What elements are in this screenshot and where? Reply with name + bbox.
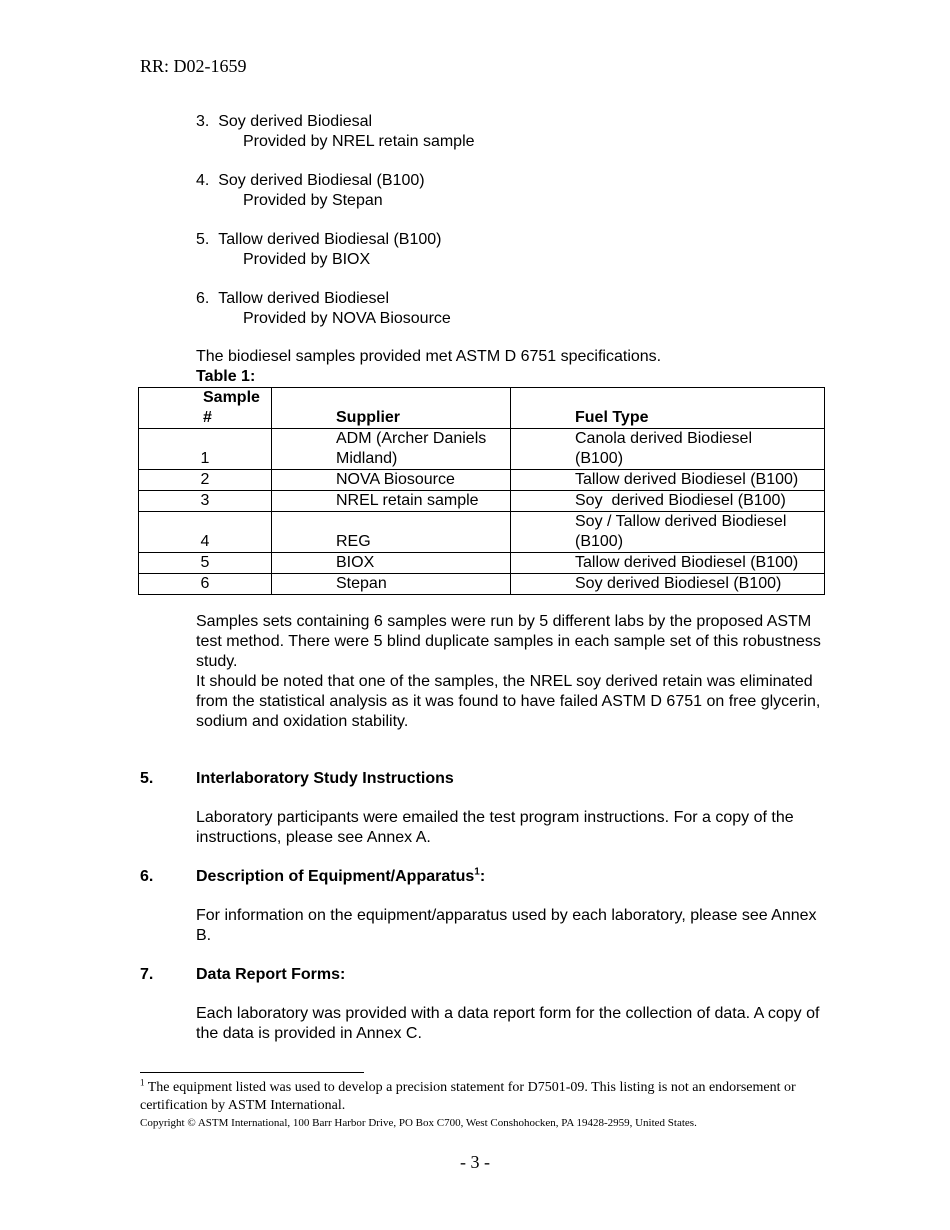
table-row: [139, 429, 825, 470]
cell-fuel-type: Soy / Tallow derived Biodiesel (B100): [511, 512, 825, 553]
table-row: [139, 491, 825, 512]
cell-sample: 5: [139, 553, 272, 574]
header-supplier: Supplier: [272, 388, 511, 429]
cell-fuel-type: Soy derived Biodiesel (B100): [511, 574, 825, 595]
samples-table: [138, 387, 825, 595]
header-fuel-type: Fuel Type: [511, 388, 825, 429]
list-number: 5.: [196, 231, 210, 248]
list-title: Soy derived Biodiesal (B100): [218, 172, 425, 189]
table-row: [139, 574, 825, 595]
specifications-text: The biodiesel samples provided met ASTM D 6751 specifications.: [196, 348, 662, 365]
cell-supplier: NREL retain sample: [272, 491, 511, 512]
header-sample: Sample #: [139, 388, 272, 429]
cell-supplier: BIOX: [272, 553, 511, 574]
table-row: [139, 512, 825, 553]
list-number: 4.: [196, 172, 210, 189]
copyright-notice: Copyright © ASTM International, 100 Barr Harbor Drive, PO Box C700, West Conshohocken, PA 19428-2959, United States.: [140, 1117, 697, 1129]
section-title: Data Report Forms:: [196, 966, 346, 983]
table-row: [139, 553, 825, 574]
cell-sample: 4: [139, 512, 272, 553]
footnote-marker: 1: [140, 1077, 145, 1088]
cell-supplier: REG: [272, 512, 511, 553]
footnote-text: The equipment listed was used to develop a precision statement for D7501-09. This listing is not an endorsement or certification by ASTM International.: [140, 1080, 796, 1113]
list-title: Tallow derived Biodiesal (B100): [218, 231, 442, 248]
list-title: Soy derived Biodiesal: [218, 113, 373, 130]
cell-supplier: NOVA Biosource: [272, 470, 511, 491]
cell-supplier: Stepan: [272, 574, 511, 595]
note-paragraph: It should be noted that one of the samples, the NREL soy derived retain was eliminated from the statistical analysis as it was found to have failed ASTM D 6751 on free glycerin, sodium and oxidation stability.: [196, 673, 821, 730]
cell-fuel-type: Tallow derived Biodiesel (B100): [511, 553, 825, 574]
list-number: 6.: [196, 290, 210, 307]
samples-paragraph: Samples sets containing 6 samples were run by 5 different labs by the proposed ASTM test method. There were 5 blind duplicate samples in each sample set of this robustness study.: [196, 613, 821, 670]
list-provider: Provided by BIOX: [243, 251, 371, 268]
cell-sample: 6: [139, 574, 272, 595]
list-title: Tallow derived Biodiesel: [218, 290, 389, 307]
list-item: [196, 112, 475, 152]
section-title: Description of Equipment/Apparatus: [196, 868, 475, 885]
section-title: Interlaboratory Study Instructions: [196, 770, 454, 787]
cell-fuel-type: Soy derived Biodiesel (B100): [511, 491, 825, 512]
footnote-divider: [140, 1072, 364, 1073]
table-row: [139, 470, 825, 491]
section-body: Laboratory participants were emailed the test program instructions. For a copy of the instructions, please see Annex A.: [196, 809, 794, 846]
table-caption: Table 1:: [196, 368, 256, 385]
section-body: Each laboratory was provided with a data report form for the collection of data. A copy of the data is provided in Annex C.: [196, 1005, 820, 1042]
report-id-header: RR: D02-1659: [140, 56, 247, 76]
list-provider: Provided by Stepan: [243, 192, 383, 209]
cell-sample: 1: [139, 429, 272, 470]
list-provider: Provided by NOVA Biosource: [243, 310, 451, 327]
table-header-row: [139, 388, 825, 429]
section-number: 6.: [140, 868, 154, 885]
cell-supplier: ADM (Archer Daniels Midland): [272, 429, 511, 470]
list-provider: Provided by NREL retain sample: [243, 133, 475, 150]
footnote-reference[interactable]: 1: [474, 866, 480, 878]
list-number: 3.: [196, 113, 210, 130]
section-title-suffix: :: [479, 868, 486, 885]
section-heading: [140, 867, 485, 887]
section-heading: [140, 965, 345, 985]
cell-sample: 3: [139, 491, 272, 512]
footnote: [140, 1079, 800, 1115]
page-number: - 3 -: [460, 1152, 490, 1172]
section-body: For information on the equipment/apparatus used by each laboratory, please see Annex B.: [196, 907, 817, 944]
cell-fuel-type: Tallow derived Biodiesel (B100): [511, 470, 825, 491]
cell-fuel-type: Canola derived Biodiesel (B100): [511, 429, 825, 470]
section-number: 5.: [140, 770, 154, 787]
section-number: 7.: [140, 966, 154, 983]
list-item: [196, 289, 451, 329]
cell-sample: 2: [139, 470, 272, 491]
list-item: [196, 171, 425, 211]
list-item: [196, 230, 441, 270]
section-heading: [140, 769, 454, 789]
